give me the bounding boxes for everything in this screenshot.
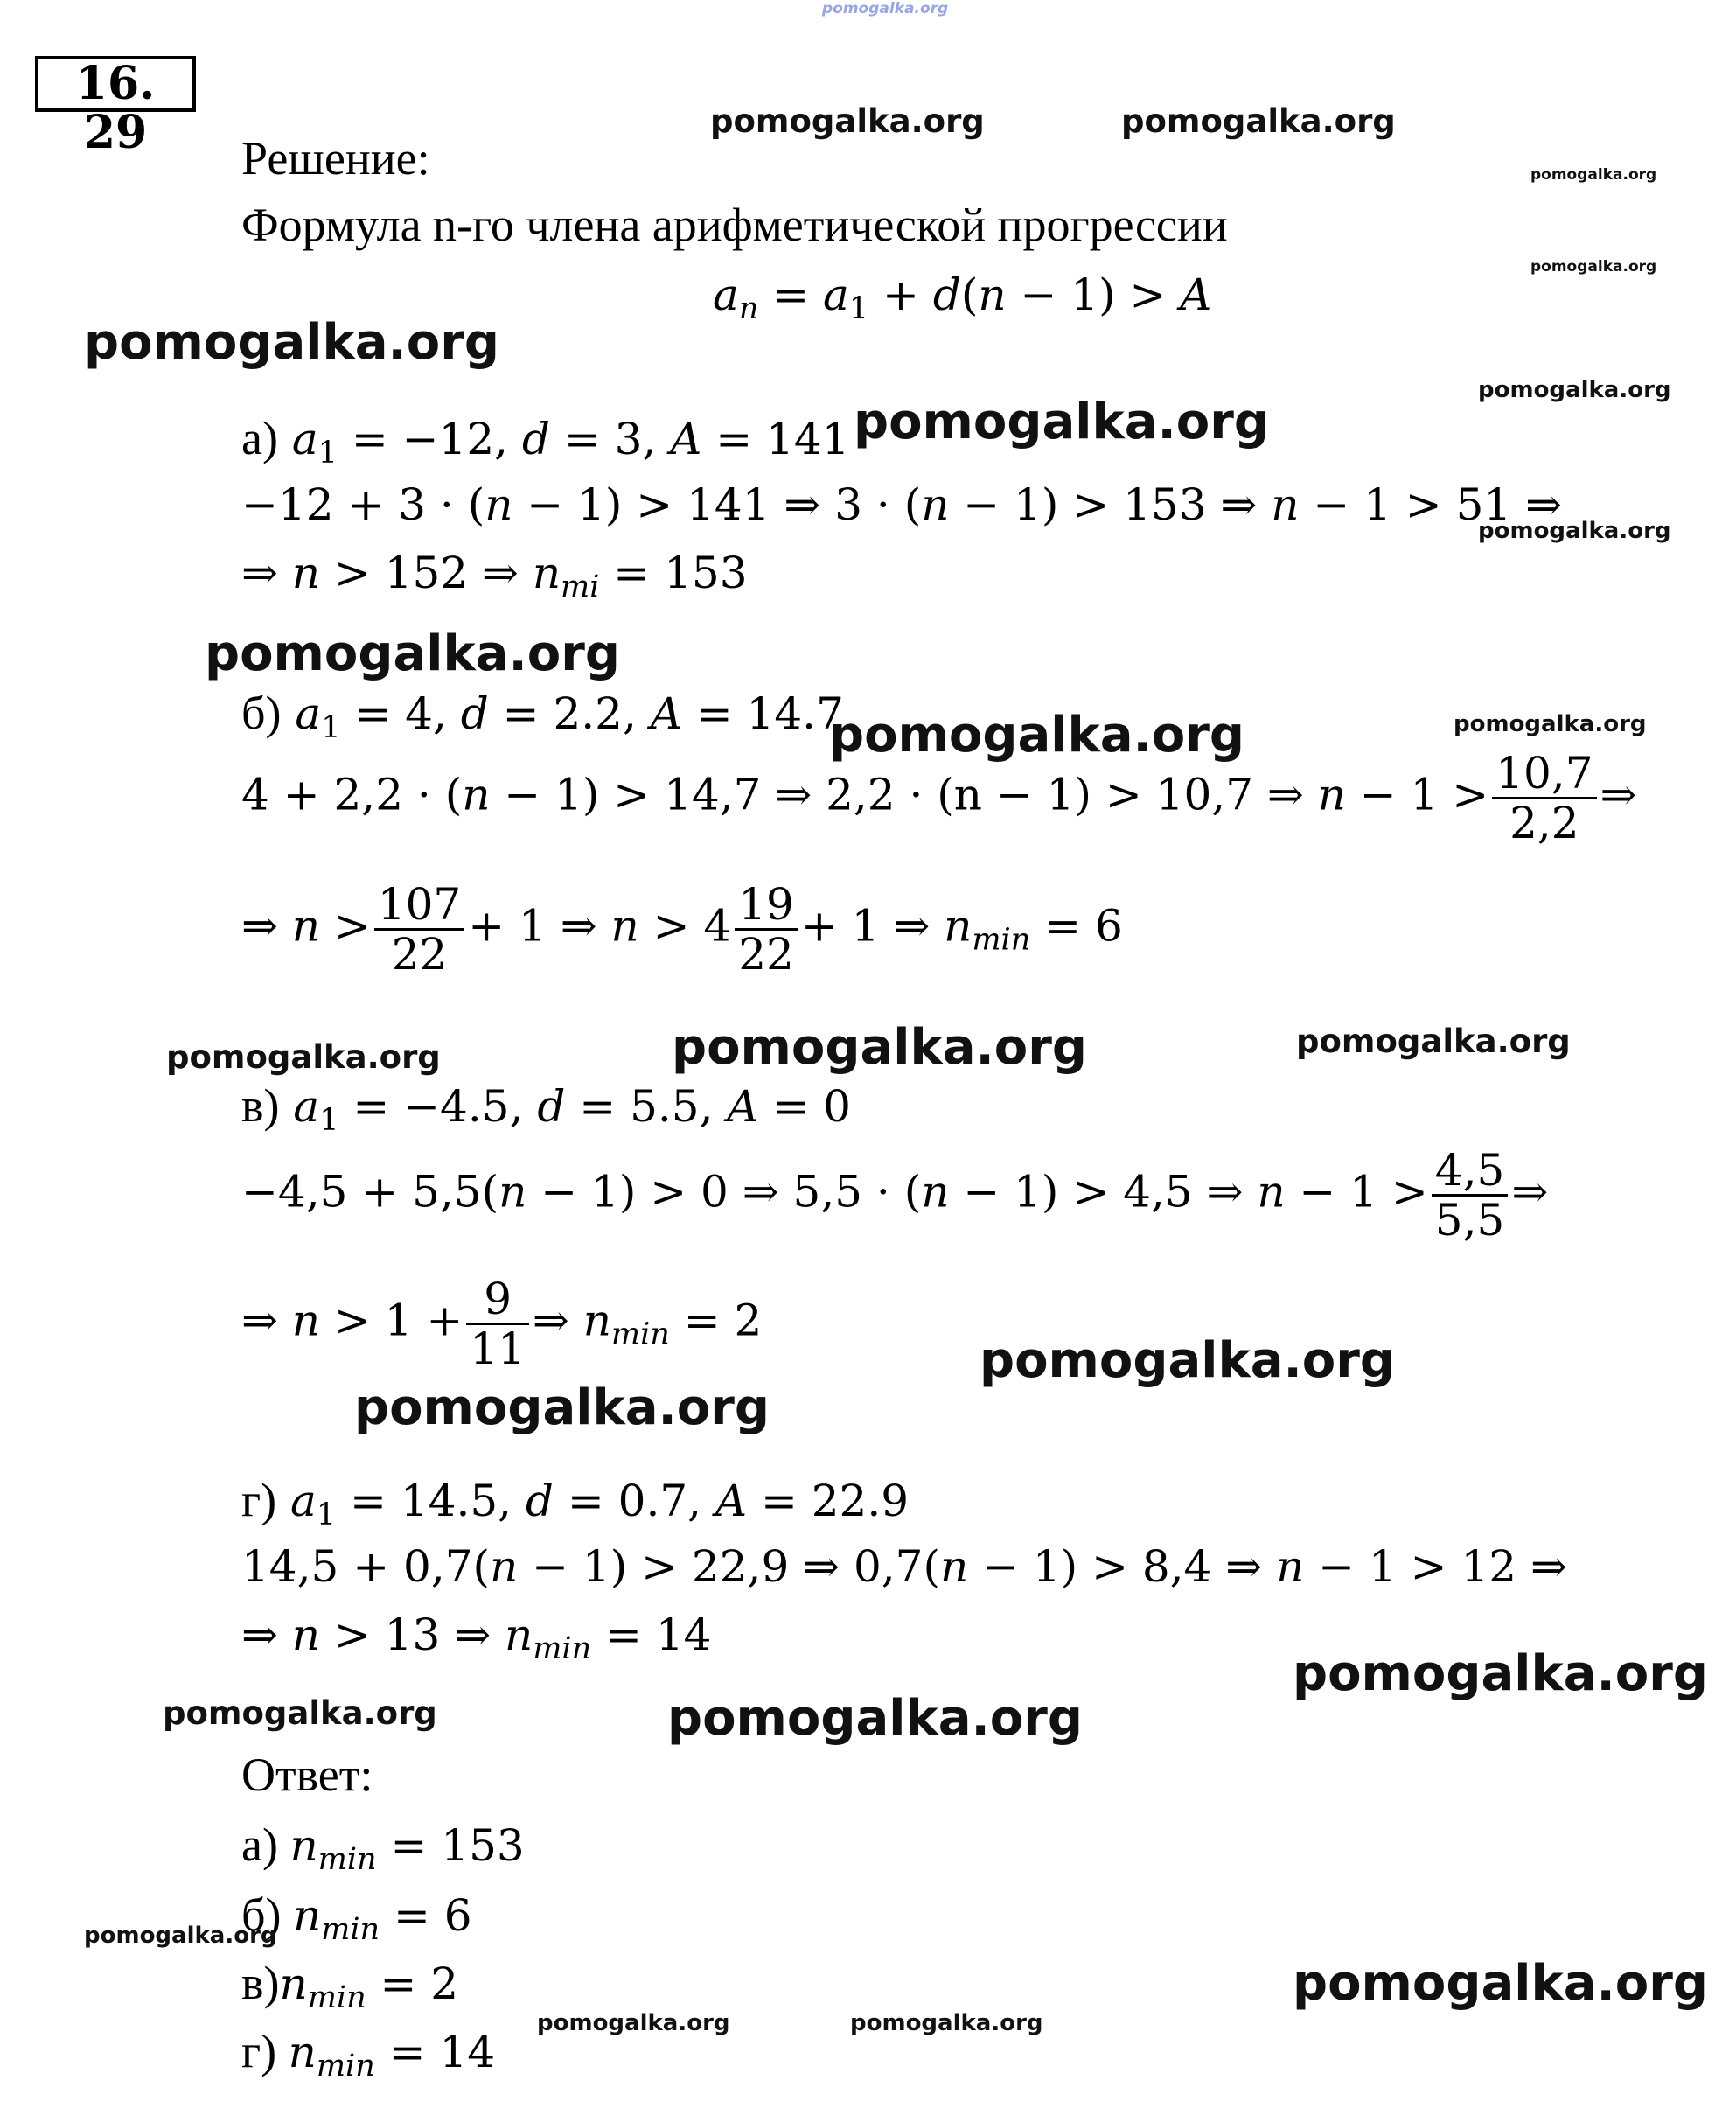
watermark: pomogalka.org <box>1478 377 1671 403</box>
answer-d: г) $n_{min} = 14$ <box>241 2025 496 2084</box>
fraction: $\frac{9}{11}$ <box>466 1275 529 1372</box>
watermark: pomogalka.org <box>1530 258 1657 276</box>
site-header-watermark: pomogalka.org <box>822 0 949 17</box>
part-d-line-3: ⇒ n > 13 ⇒ $n_{min} = 14$ <box>241 1609 712 1666</box>
watermark: pomogalka.org <box>354 1379 770 1436</box>
answer-label: Ответ: <box>241 1749 373 1801</box>
watermark: pomogalka.org <box>854 394 1269 450</box>
watermark: pomogalka.org <box>829 707 1244 764</box>
part-b-line-3: ⇒ n > $\frac{107}{22}$ + 1 ⇒ n > 4 $\frac{19}{22}$ + 1 ⇒ $n_{min} = 6$ <box>241 879 1123 980</box>
part-a-given: а) $a_1 = -12$, d = 3, A = 141 <box>241 412 850 471</box>
watermark: pomogalka.org <box>166 1038 441 1076</box>
watermark: pomogalka.org <box>84 1923 277 1949</box>
watermark: pomogalka.org <box>1296 1023 1571 1060</box>
problem-number: 16. 29 <box>35 56 196 112</box>
watermark: pomogalka.org <box>1121 102 1396 140</box>
watermark: pomogalka.org <box>537 2010 730 2036</box>
part-a-line-2: −12 + 3 · (n − 1) > 141 ⇒ 3 · (n − 1) > 153 ⇒ n − 1 > 51 ⇒ <box>241 479 1563 530</box>
part-b-given: б) $a_1 = 4$, d = 2.2, A = 14.7 <box>241 687 844 745</box>
answer-b: б) $n_{min} = 6$ <box>241 1888 472 1947</box>
watermark: pomogalka.org <box>1293 1645 1708 1702</box>
part-b-line-2: 4 + 2,2 · (n − 1) > 14,7 ⇒ 2,2 · (n − 1) > 10,7 ⇒ n − 1 > $\frac{10,7}{2,2}$ ⇒ <box>241 748 1637 848</box>
formula-intro: Формула n-го члена арифметической прогрессии <box>241 199 1228 251</box>
part-c-given: в) $a_1 = -4.5$, d = 5.5, A = 0 <box>241 1079 851 1138</box>
watermark: pomogalka.org <box>667 1690 1083 1747</box>
answer-a: а) $n_{min} = 153$ <box>241 1818 525 1877</box>
watermark: pomogalka.org <box>1454 711 1647 737</box>
solution-label: Решение: <box>241 132 430 185</box>
watermark: pomogalka.org <box>980 1332 1395 1389</box>
part-d-line-2: 14,5 + 0,7(n − 1) > 22,9 ⇒ 0,7(n − 1) > 8,4 ⇒ n − 1 > 12 ⇒ <box>241 1541 1567 1592</box>
watermark: pomogalka.org <box>1530 166 1657 184</box>
watermark: pomogalka.org <box>850 2010 1043 2036</box>
fraction: $\frac{19}{22}$ <box>735 881 798 978</box>
part-a-line-3: ⇒ n > 152 ⇒ $n_{mi} = 153$ <box>241 548 748 604</box>
watermark: pomogalka.org <box>205 625 620 682</box>
nth-term-formula: $a_n = a_1 + d(n - 1) > A$ <box>713 269 1212 326</box>
watermark: pomogalka.org <box>672 1019 1087 1076</box>
answer-c: $в)n_{min} = 2$ <box>241 1957 459 2015</box>
watermark: pomogalka.org <box>1293 1955 1708 2012</box>
watermark: pomogalka.org <box>84 314 499 371</box>
part-d-given: г) $a_1 = 14.5$, d = 0.7, A = 22.9 <box>241 1474 910 1532</box>
part-c-line-3: ⇒ n > 1 + $\frac{9}{11}$ ⇒ $n_{min} = 2$ <box>241 1274 763 1374</box>
fraction: $\frac{4,5}{5,5}$ <box>1432 1147 1509 1244</box>
watermark: pomogalka.org <box>1478 518 1671 544</box>
watermark: pomogalka.org <box>710 102 985 140</box>
fraction: $\frac{107}{22}$ <box>374 881 464 978</box>
watermark: pomogalka.org <box>163 1694 437 1732</box>
fraction: $\frac{10,7}{2,2}$ <box>1492 750 1596 847</box>
part-c-line-2: −4,5 + 5,5(n − 1) > 0 ⇒ 5,5 · (n − 1) > 4,5 ⇒ n − 1 > $\frac{4,5}{5,5}$ ⇒ <box>241 1145 1549 1246</box>
